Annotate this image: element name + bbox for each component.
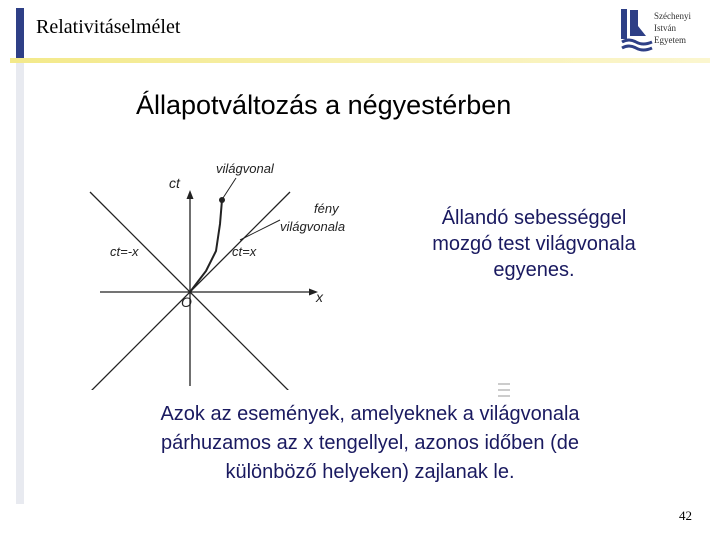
bottom-explanation bbox=[60, 400, 680, 487]
decorative-mark-icon bbox=[494, 381, 516, 399]
right-explanation-line: egyenes. bbox=[493, 259, 575, 281]
right-explanation-line: mozgó test világvonala bbox=[432, 233, 636, 255]
university-name-line: Egyetem bbox=[654, 35, 686, 45]
bottom-explanation-line: párhuzamos az x tengellyel, azonos időben (de bbox=[160, 432, 580, 454]
slide-title: Állapotváltozás a négyestérben bbox=[136, 90, 512, 120]
right-explanation-line: Állandó sebességgel bbox=[441, 207, 627, 229]
right-explanation bbox=[398, 205, 670, 283]
university-name-line: Széchenyi bbox=[654, 11, 691, 21]
worldline-curve bbox=[190, 200, 222, 292]
header-underline bbox=[10, 58, 710, 63]
left-accent-bar bbox=[16, 8, 24, 504]
bottom-explanation-line: különböző helyeken) zajlanak le. bbox=[225, 461, 515, 483]
university-logo-icon bbox=[620, 8, 654, 52]
page-number: 42 bbox=[679, 508, 692, 523]
ct-axis-label: ct bbox=[169, 175, 180, 191]
university-name bbox=[654, 10, 691, 46]
light-label: fény bbox=[314, 201, 339, 216]
worldline-pointer bbox=[223, 178, 236, 198]
worldline-event-point bbox=[219, 197, 225, 203]
ct-eq-minus-x-label: ct=-x bbox=[110, 244, 139, 259]
light-worldline-label: világvonala bbox=[280, 219, 346, 234]
university-name-line: István bbox=[654, 23, 676, 33]
minkowski-diagram bbox=[80, 150, 380, 390]
ct-axis-arrow-icon bbox=[187, 190, 194, 199]
light-worldline-pointer bbox=[240, 220, 280, 240]
bottom-explanation-line: Azok az események, amelyeknek a világvonala bbox=[160, 403, 580, 425]
left-accent-bar-dark bbox=[16, 8, 24, 58]
worldline-label: világvonal bbox=[216, 161, 274, 176]
ct-eq-x-label: ct=x bbox=[232, 244, 257, 259]
origin-label: O bbox=[181, 294, 192, 310]
x-axis-label: x bbox=[316, 289, 323, 305]
header-title: Relativitáselmélet bbox=[36, 16, 181, 38]
